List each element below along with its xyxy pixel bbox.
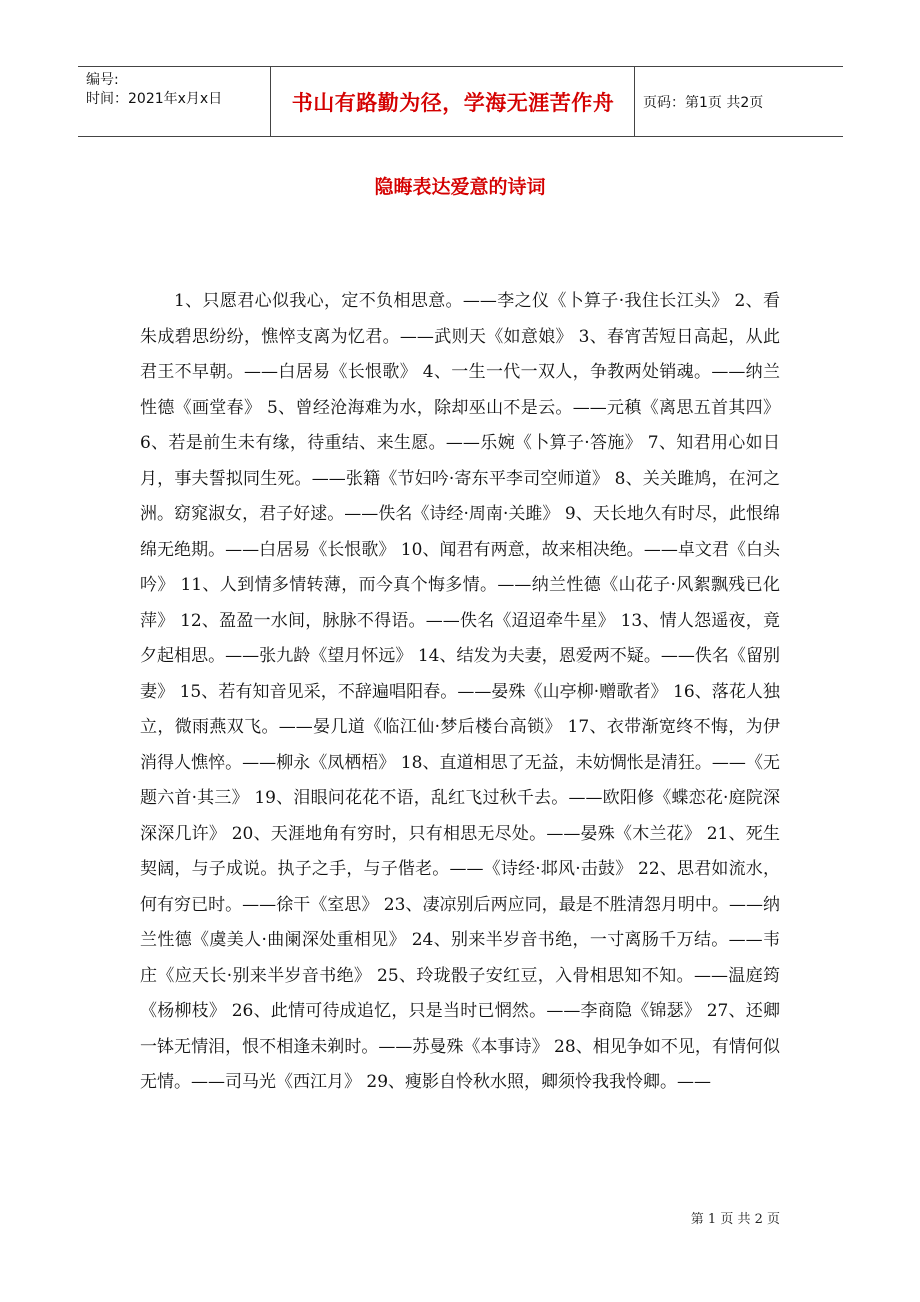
header-meta: [78, 67, 271, 136]
document-title: 隐晦表达爱意的诗词: [374, 176, 546, 198]
page-header: [78, 66, 843, 137]
serial-label: 编号:: [86, 72, 119, 88]
time-label: 时间：2021年x月x日: [86, 91, 223, 107]
page-footer: 第 1 页 共 2 页: [690, 1212, 780, 1227]
header-motto: 书山有路勤为径，学海无涯苦作舟: [272, 67, 635, 136]
document-body: 1、只愿君心似我心，定不负相思意。——李之仪《卜算子·我住长江头》 2、看朱成碧思纷纷，憔悴支离为忆君。——武则天《如意娘》 3、春宵苦短日高起，从此君王不早朝。——白居易《长恨歌》 4、一生一代一双人，争教两处销魂。——纳兰性德《画堂春》 5、曾经沧海难为水，除却巫山不是云。——元稹《离思五首其四》 6、若是前生未有缘，待重结、来生愿。——乐婉《卜算子·答施》 7、知君用心如日月，事夫誓拟同生死。——张籍《节妇吟·寄东平李司空师道》 8、关关雎鸠，在河之洲。窈窕淑女，君子好逑。——佚名《诗经·周南·关雎》 9、天长地久有时尽，此恨绵绵无绝期。——白居易《长恨歌》 10、闻君有两意，故来相决绝。——卓文君《白头吟》 11、人到情多情转薄，而今真个悔多情。——纳兰性德《山花子·风絮飘残已化萍》 12、盈盈一水间，脉脉不得语。——佚名《迢迢牵牛星》 13、情人怨遥夜，竟夕起相思。——张九龄《望月怀远》 14、结发为夫妻，恩爱两不疑。——佚名《留别妻》 15、若有知音见采，不辞遍唱阳春。——晏殊《山亭柳·赠歌者》 16、落花人独立，微雨燕双飞。——晏几道《临江仙·梦后楼台高锁》 17、衣带渐宽终不悔，为伊消得人憔悴。——柳永《凤栖梧》 18、直道相思了无益，未妨惆怅是清狂。——《无题六首·其三》 19、泪眼问花花不语，乱红飞过秋千去。——欧阳修《蝶恋花·庭院深深深几许》 20、天涯地角有穷时，只有相思无尽处。——晏殊《木兰花》 21、死生契阔，与子成说。执子之手，与子偕老。——《诗经·邶风·击鼓》 22、思君如流水，何有穷已时。——徐干《室思》 23、凄凉别后两应同，最是不胜清怨月明中。——纳兰性德《虞美人·曲阑深处重相见》 24、别来半岁音书绝，一寸离肠千万结。——韦庄《应天长·别来半岁音书绝》 25、玲珑骰子安红豆，入骨相思知不知。——温庭筠《杨柳枝》 26、此情可待成追忆，只是当时已惘然。——李商隐《锦瑟》 27、还卿一钵无情泪，恨不相逢未剃时。——苏曼殊《本事诗》 28、相见争如不见，有情何似无情。——司马光《西江月》 29、瘦影自怜秋水照，卿须怜我我怜卿。——: [140, 291, 780, 1092]
header-page-label: 页码：第1页 共2页: [643, 94, 764, 111]
